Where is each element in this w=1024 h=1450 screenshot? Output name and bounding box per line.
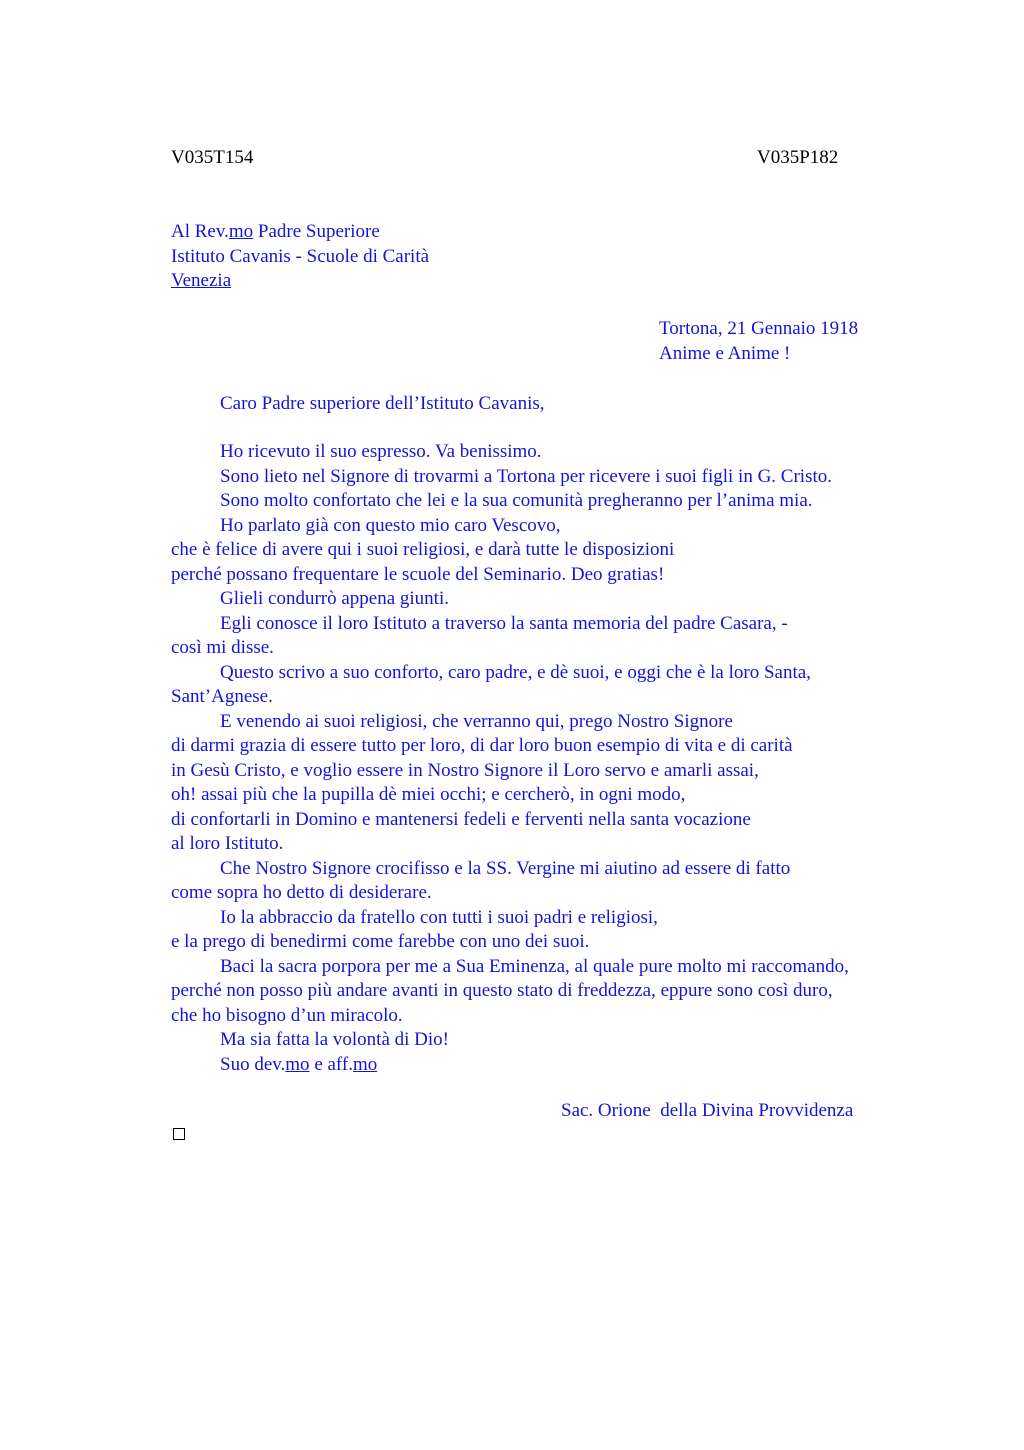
body-line: così mi disse. — [171, 637, 274, 658]
body-line: perché non posso più andare avanti in questo stato di freddezza, eppure sono così duro, — [171, 980, 833, 1001]
salutation: Caro Padre superiore dell’Istituto Cavanis, — [220, 393, 545, 414]
body-line: Ho parlato già con questo mio caro Vescovo, — [220, 514, 561, 536]
body-line: Ho ricevuto il suo espresso. Va benissimo. — [220, 441, 542, 462]
body-line: Questo scrivo a suo conforto, caro padre, e dè suoi, e oggi che è la loro Santa, — [220, 661, 811, 683]
signature: Sac. Orione della Divina Provvidenza — [561, 1100, 854, 1121]
body-line: che ho bisogno d’un miracolo. — [171, 1004, 403, 1026]
body-line: E venendo ai suoi religiosi, che verranno qui, prego Nostro Signore — [220, 710, 733, 732]
body-line: Sant’Agnese. — [171, 686, 273, 707]
body-line: di darmi grazia di essere tutto per loro, di dar loro buon esempio di vita e di carità — [171, 735, 793, 756]
body-line: oh! assai più che la pupilla dè miei occhi; e cercherò, in ogni modo, — [171, 784, 686, 805]
closing-abbrev-1: mo — [285, 1053, 310, 1075]
letter-motto: Anime e Anime ! — [659, 342, 791, 364]
body-line: e la prego di benedirmi come farebbe con uno dei suoi. — [171, 931, 590, 952]
address-title-abbrev: mo — [228, 221, 254, 242]
closing-mid: e aff. — [309, 1053, 353, 1075]
body-line: Baci la sacra porpora per me a Sua Eminenza, al quale pure molto mi raccomando, — [220, 955, 849, 977]
dateline — [659, 317, 858, 366]
body-line: in Gesù Cristo, e voglio essere in Nostro Signore il Loro servo e amarli assai, — [171, 759, 759, 781]
address-line-1 — [171, 220, 429, 245]
body-line: perché possano frequentare le scuole del Seminario. Deo gratias! — [171, 563, 665, 585]
address-city: Venezia — [171, 270, 232, 291]
body-line: che è felice di avere qui i suoi religiosi, e darà tutte le disposizioni — [171, 539, 675, 560]
letter-date: Tortona, 21 Gennaio 1918 — [659, 318, 859, 339]
body-line: al loro Istituto. — [171, 833, 284, 854]
letter-body — [171, 440, 911, 1077]
body-line: Sono lieto nel Signore di trovarmi a Tortona per ricevere i suoi figli in G. Cristo. — [220, 465, 833, 487]
body-line: Ma sia fatta la volontà di Dio! — [220, 1029, 449, 1050]
address-title-rest: Padre Superiore — [253, 221, 380, 242]
closing-line — [171, 1053, 911, 1078]
closing-abbrev-2: mo — [353, 1053, 378, 1075]
document-code-right: V035P182 — [757, 147, 839, 168]
closing-pre: Suo dev. — [220, 1053, 286, 1075]
body-line: di confortarli in Domino e mantenersi fedeli e ferventi nella santa vocazione — [171, 808, 751, 830]
document-code-left: V035T154 — [171, 147, 254, 168]
body-line: Glieli condurrò appena giunti. — [220, 588, 449, 609]
body-line: come sopra ho detto di desiderare. — [171, 882, 432, 903]
end-marker-box-icon — [173, 1128, 185, 1140]
address-line-2: Istituto Cavanis - Scuole di Carità — [171, 245, 430, 267]
recipient-address — [171, 220, 429, 294]
body-line: Sono molto confortato che lei e la sua comunità pregheranno per l’anima mia. — [220, 490, 813, 511]
body-line: Che Nostro Signore crocifisso e la SS. Vergine mi aiutino ad essere di fatto — [220, 857, 791, 879]
address-title-prefix: Al Rev. — [171, 221, 229, 242]
body-line: Egli conosce il loro Istituto a traverso la santa memoria del padre Casara, - — [220, 612, 788, 634]
body-line: Io la abbraccio da fratello con tutti i suoi padri e religiosi, — [220, 906, 658, 928]
